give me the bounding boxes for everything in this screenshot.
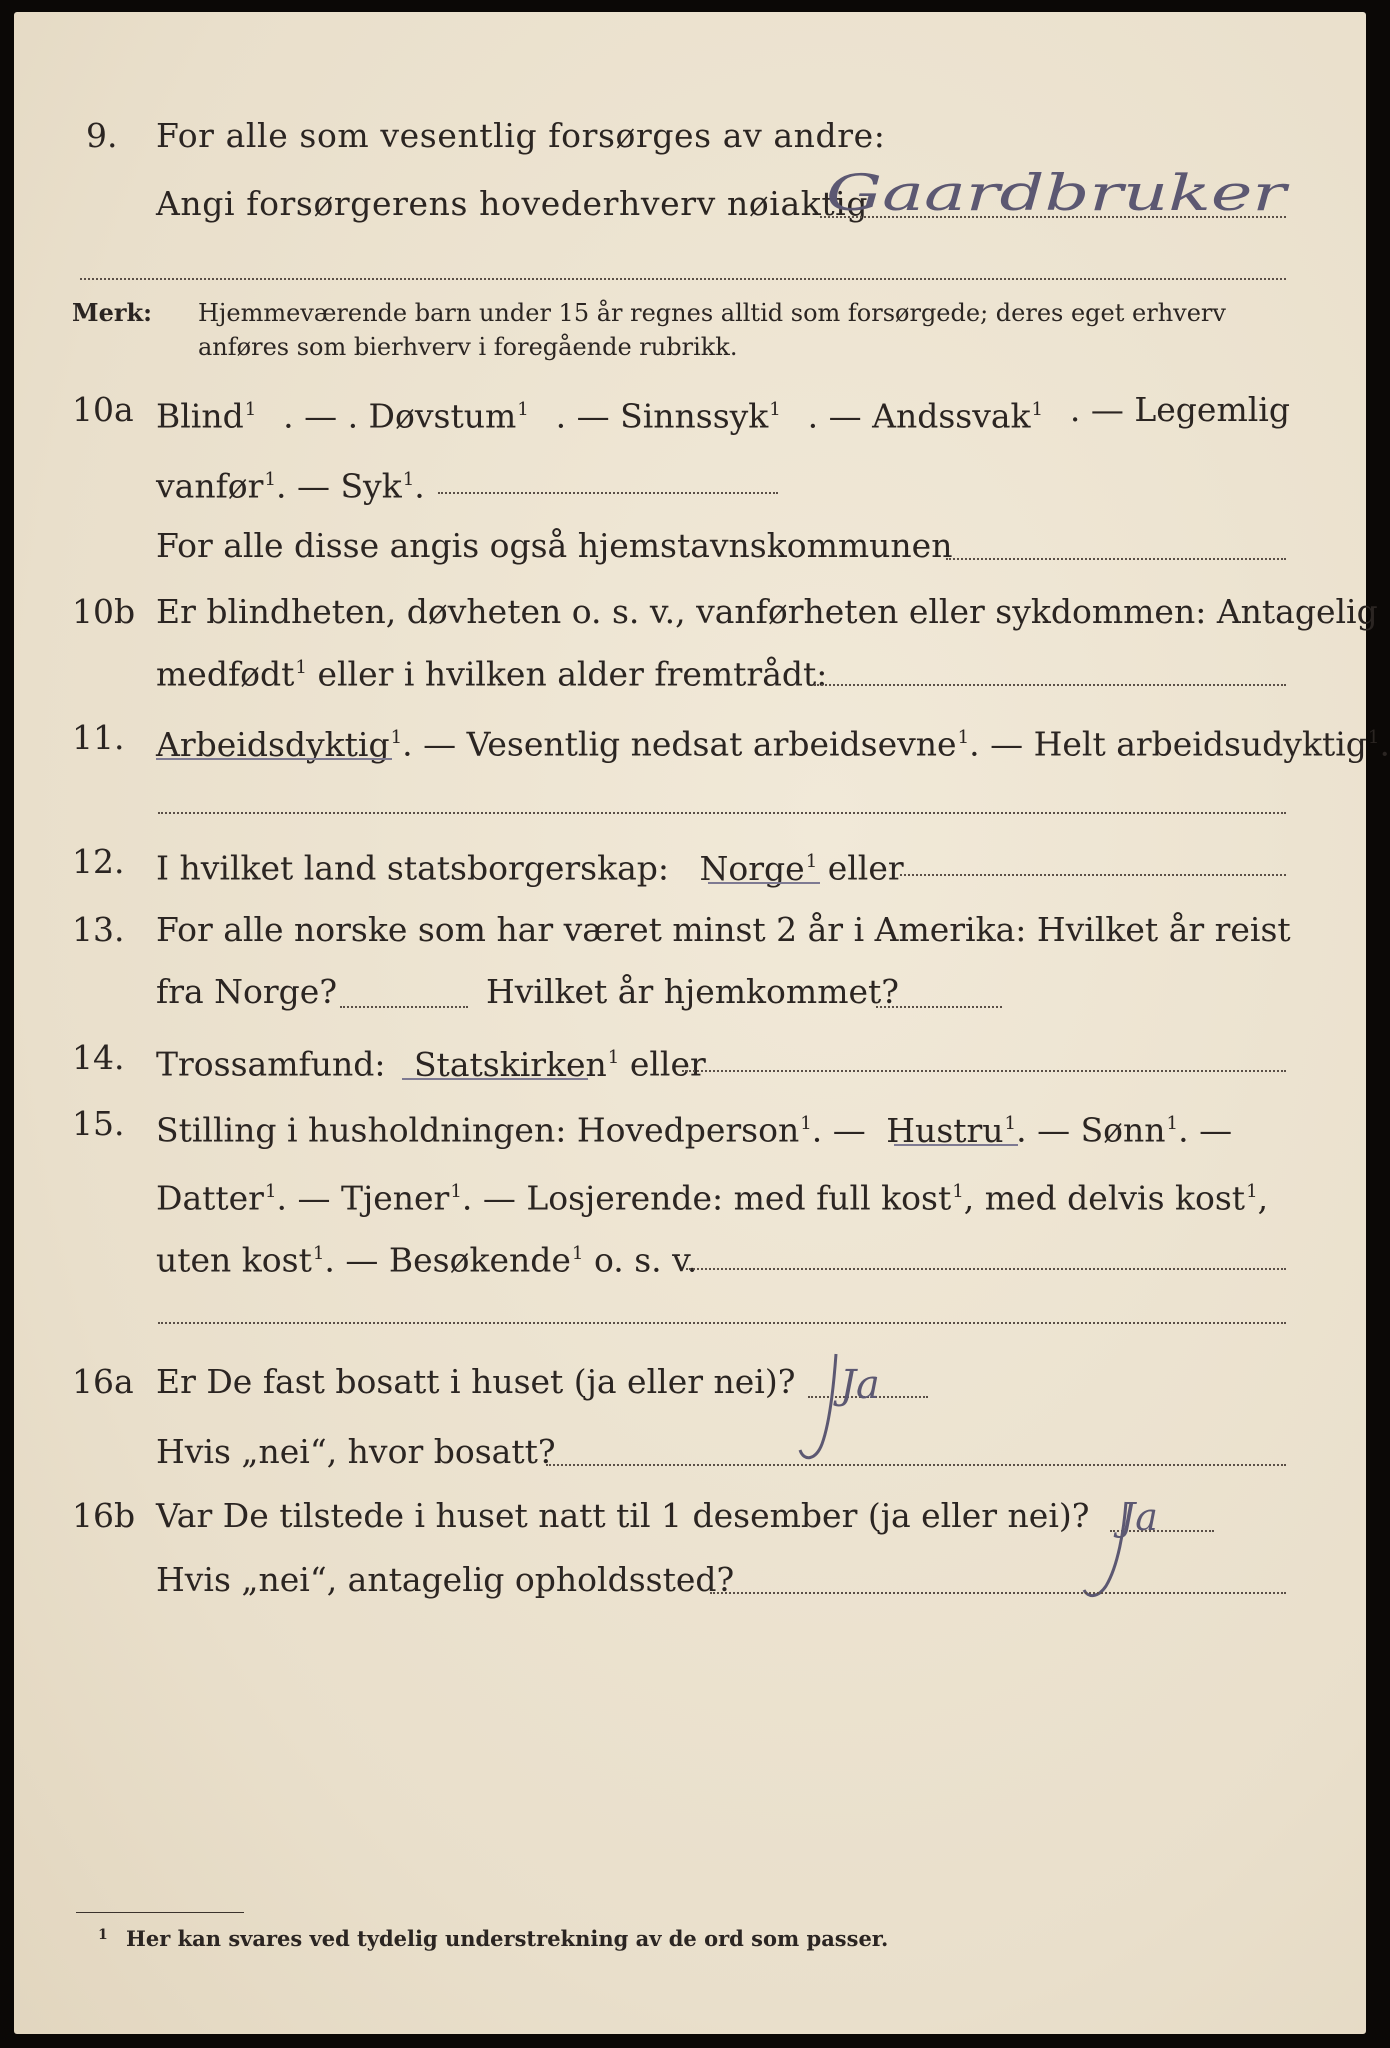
q16b-answer-text: Ja	[1120, 1495, 1158, 1539]
q13-reist-line	[340, 1006, 468, 1008]
q10a-line3: For alle disse angis også hjemstavnskommunen	[156, 526, 953, 565]
q13-line2b: Hvilket år hjemkommet?	[486, 972, 899, 1011]
q13-line2a: fra Norge?	[156, 972, 338, 1011]
merk-label: Merk:	[72, 298, 152, 327]
q12-answer-line	[900, 874, 1286, 876]
q9-line2: Angi forsørgerens hovederhverv nøiaktig	[156, 184, 869, 223]
q9-line1: For alle som vesentlig forsørges av andre:	[156, 116, 886, 155]
q14-answer-line	[682, 1070, 1286, 1072]
q14-opt-statskirken: Statskirken$^1$	[413, 1044, 620, 1084]
q14-number: 14.	[72, 1038, 125, 1077]
q12-pencil-underline	[708, 882, 820, 884]
footnote-mark: 1	[98, 1927, 108, 1943]
merk-line2: anføres som bierhverv i foregående rubrikk.	[198, 333, 738, 361]
q11-opt-arbeidsdyktig: Arbeidsdyktig$^1$	[156, 724, 403, 764]
q10b-line1: Er blindheten, døvheten o. s. v., vanførheten eller sykdommen: Antagelig	[156, 592, 1378, 631]
q13-line1: For alle norske som har været minst 2 år i Amerika: Hvilket år reist	[156, 910, 1291, 949]
q16a-answer-text: Ja	[840, 1362, 880, 1408]
q13-number: 13.	[72, 910, 125, 949]
q10a-item-andssvak: . — Andssvak$^1$	[807, 396, 1044, 436]
q14-line: Trossamfund: Statskirken$^1$ eller	[156, 1044, 706, 1084]
q16b-handwritten-answer	[1060, 1486, 1220, 1616]
footnote-rule	[76, 1912, 244, 1913]
q10a-item-dovstum: . — . Døvstum$^1$	[283, 396, 529, 436]
q12-line: I hvilket land statsborgerskap: Norge$^1$ eller	[156, 848, 904, 888]
q10a-line2: vanfør$^1$. — Syk$^1$.	[156, 466, 425, 506]
q11-line: Arbeidsdyktig$^1$. — Vesentlig nedsat arbeidsevne$^1$. — Helt arbeidsudyktig$^1$.	[156, 724, 1390, 764]
q10a-number: 10a	[72, 390, 134, 429]
q10a-line1	[156, 390, 1290, 437]
q10a-syk-line	[438, 492, 778, 494]
q15-line3: uten kost$^1$. — Besøkende$^1$ o. s. v.	[156, 1240, 698, 1280]
q16b-number: 16b	[72, 1496, 136, 1535]
q16a-number: 16a	[72, 1362, 134, 1401]
census-form-page	[14, 12, 1390, 2034]
q16a-handwritten-answer	[794, 1352, 934, 1482]
q9-handwritten-answer	[826, 162, 1296, 222]
q10a-item-legemlig: . — Legemlig	[1069, 390, 1290, 429]
q15-answer-line	[686, 1268, 1286, 1270]
q16b-line1: Var De tilstede i huset natt til 1 desember (ja eller nei)?	[156, 1496, 1090, 1535]
q16b-line2: Hvis „nei“, antagelig opholdssted?	[156, 1560, 735, 1599]
q14-pencil-underline	[402, 1078, 588, 1080]
merk-line1: Hjemmeværende barn under 15 år regnes alltid som forsørgede; deres eget erhverv	[198, 299, 1226, 327]
q15-extra-line	[158, 1322, 1286, 1324]
q11-answer-line	[158, 812, 1286, 814]
q15-number: 15.	[72, 1104, 125, 1143]
q15-pencil-underline	[894, 1144, 1018, 1146]
q15-opt-hustru: Hustru$^1$	[886, 1110, 1017, 1150]
q9-number: 9.	[86, 116, 118, 155]
q12-number: 12.	[72, 842, 125, 881]
q13-hjemkommet-line	[876, 1006, 1002, 1008]
q15-line2: Datter$^1$. — Tjener$^1$. — Losjerende: med full kost$^1$, med delvis kost$^1$,	[156, 1178, 1269, 1218]
footnote-text: Her kan svares ved tydelig understrekning av de ord som passer.	[126, 1926, 889, 1951]
q10b-number: 10b	[72, 592, 136, 631]
q16a-line1: Er De fast bosatt i huset (ja eller nei)?	[156, 1362, 796, 1401]
q10b-line2: medfødt$^1$ eller i hvilken alder fremtrådt:	[156, 654, 828, 694]
q16a-line2: Hvis „nei“, hvor bosatt?	[156, 1432, 556, 1471]
q10a-kommune-line	[946, 558, 1286, 560]
q16b-opholdssted-line	[710, 1592, 1286, 1594]
q11-pencil-underline	[156, 758, 392, 760]
q10a-item-blind: Blind$^1$	[156, 396, 257, 436]
q12-opt-norge: Norge$^1$	[699, 848, 818, 888]
q9-extra-line	[80, 278, 1286, 280]
q9-answer-text: Gaardbruker	[826, 164, 1291, 222]
q15-line1: Stilling i husholdningen: Hovedperson$^1$. — Hustru$^1$. — Sønn$^1$. —	[156, 1110, 1233, 1150]
q16a-bosatt-line	[546, 1464, 1286, 1466]
q10a-item-sinnssyk: . — Sinnssyk$^1$	[555, 396, 781, 436]
q11-number: 11.	[72, 718, 125, 757]
q10b-answer-line	[814, 684, 1286, 686]
